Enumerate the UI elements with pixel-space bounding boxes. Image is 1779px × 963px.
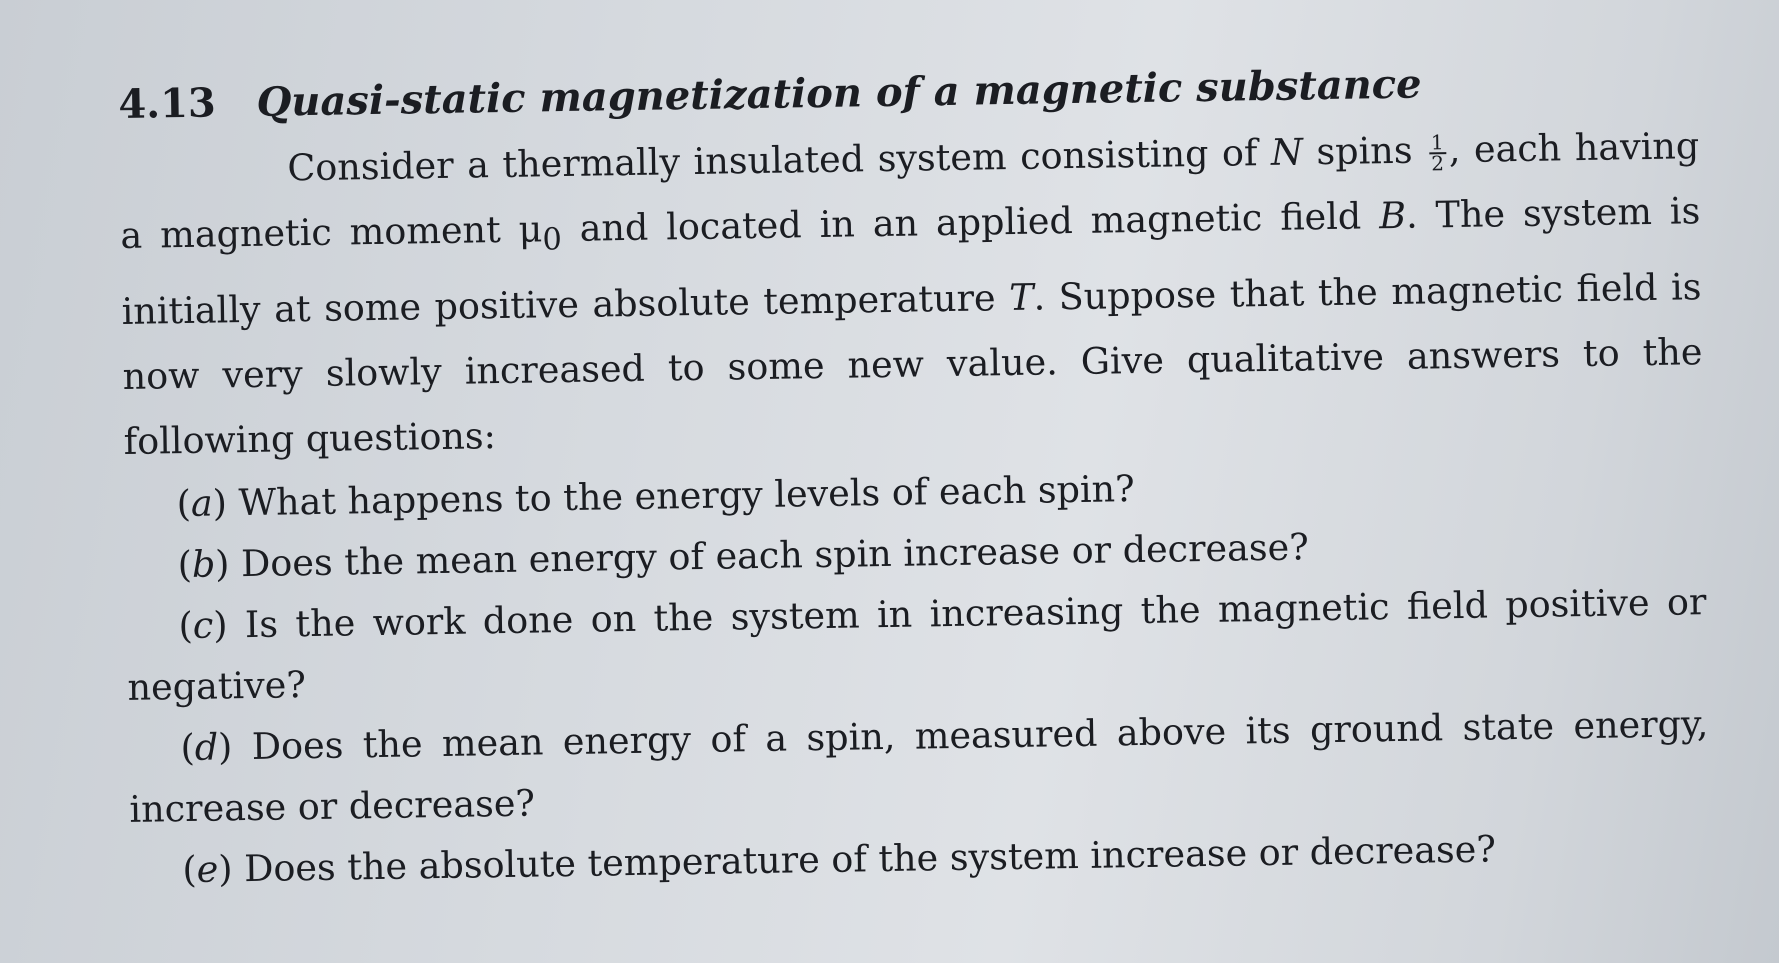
question-label: (e) <box>182 847 233 892</box>
problem-statement <box>119 113 1704 474</box>
question-label: (d) <box>180 725 233 770</box>
question-text: Does the mean energy of each spin increase or decrease? <box>240 525 1310 586</box>
problem-block <box>118 55 1711 901</box>
problem-title: Quasi-static magnetization of a magnetic substance <box>256 60 1422 126</box>
statement-text-3: , each having a magnetic moment μ <box>120 124 1700 257</box>
question-text: Does the mean energy of a spin, measured above its ground state energy, increase or decrease? <box>129 702 1709 832</box>
symbol-b: B <box>1378 193 1407 238</box>
paragraph-indent <box>120 180 288 183</box>
fraction-numerator: 1 <box>1430 129 1444 154</box>
symbol-t: T <box>1008 275 1034 320</box>
statement-text-1: Consider a thermally insulated system consisting of <box>287 130 1272 190</box>
question-label: (a) <box>176 481 228 526</box>
question-text: Does the absolute temperature of the system increase or decrease? <box>243 827 1497 891</box>
statement-text-6: . Suppose that the magnetic field is now very slowly increased to some new value. Give qualitative answers to the following questions: <box>122 265 1703 464</box>
statement-text-4: and located in an applied magnetic field <box>561 194 1380 251</box>
question-label: (c) <box>178 603 228 648</box>
fraction-one-half <box>1429 129 1446 175</box>
fraction-denominator: 2 <box>1431 150 1445 175</box>
statement-text-2: spins <box>1302 128 1427 174</box>
subscript-zero: 0 <box>542 222 563 258</box>
problem-number: 4.13 <box>118 79 217 128</box>
question-text: What happens to the energy levels of each spin? <box>238 467 1135 525</box>
statement-text-5: . The system is initially at some positive absolute temperature <box>121 189 1701 334</box>
symbol-n: N <box>1270 130 1304 174</box>
question-label: (b) <box>177 542 230 587</box>
question-text: Is the work done on the system in increasing the magnetic field positive or negative? <box>127 580 1707 710</box>
